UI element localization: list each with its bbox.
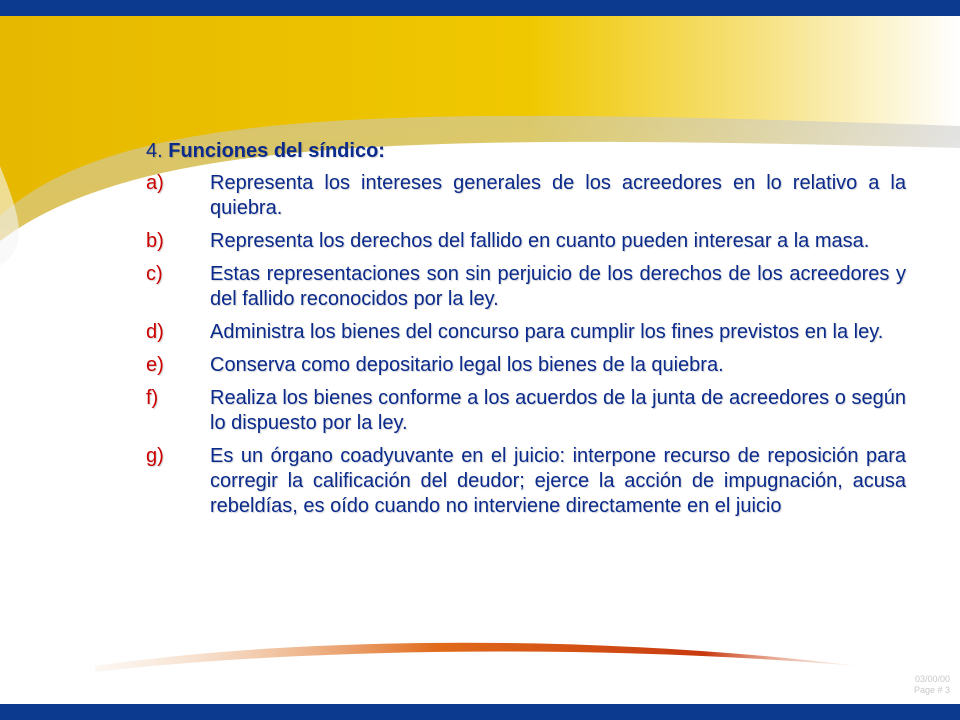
item-marker: a) xyxy=(146,172,164,194)
list-item xyxy=(146,320,906,345)
item-marker: f) xyxy=(146,387,159,409)
item-marker: b) xyxy=(146,230,164,252)
item-text: Estas representaciones son sin perjuicio de los derechos de los acreedores y del fallido reconocidos por la ley. xyxy=(210,263,906,310)
list-item xyxy=(146,171,906,221)
footer xyxy=(914,674,950,696)
list-item xyxy=(146,229,906,254)
slide-content xyxy=(146,140,906,527)
slide-heading xyxy=(146,140,906,163)
item-marker: c) xyxy=(146,263,163,285)
footer-date: 03/00/00 xyxy=(914,674,950,684)
list-item xyxy=(146,444,906,519)
heading-number: 4. xyxy=(146,140,163,162)
list-item xyxy=(146,353,906,378)
item-text: Es un órgano coadyuvante en el juicio: interpone recurso de reposición para corregir la calificación del deudor; ejerce la acción de impugnación, acusa rebeldías, es oído cuando no interviene directamente en el juicio xyxy=(210,445,906,517)
item-list xyxy=(146,171,906,519)
heading-text: Funciones del síndico: xyxy=(168,140,385,162)
top-bar xyxy=(0,0,960,16)
item-text: Realiza los bienes conforme a los acuerdos de la junta de acreedores o según lo dispuesto por la ley. xyxy=(210,387,906,434)
list-item xyxy=(146,386,906,436)
item-marker: e) xyxy=(146,354,164,376)
bottom-bar xyxy=(0,704,960,720)
item-text: Administra los bienes del concurso para cumplir los fines previstos en la ley. xyxy=(210,321,884,343)
item-marker: g) xyxy=(146,445,164,467)
footer-page: Page # 3 xyxy=(913,685,950,695)
item-text: Representa los derechos del fallido en cuanto pueden interesar a la masa. xyxy=(210,230,870,252)
item-text: Representa los intereses generales de los acreedores en lo relativo a la quiebra. xyxy=(210,172,906,219)
item-marker: d) xyxy=(146,321,164,343)
item-text: Conserva como depositario legal los bienes de la quiebra. xyxy=(210,354,724,376)
list-item xyxy=(146,262,906,312)
